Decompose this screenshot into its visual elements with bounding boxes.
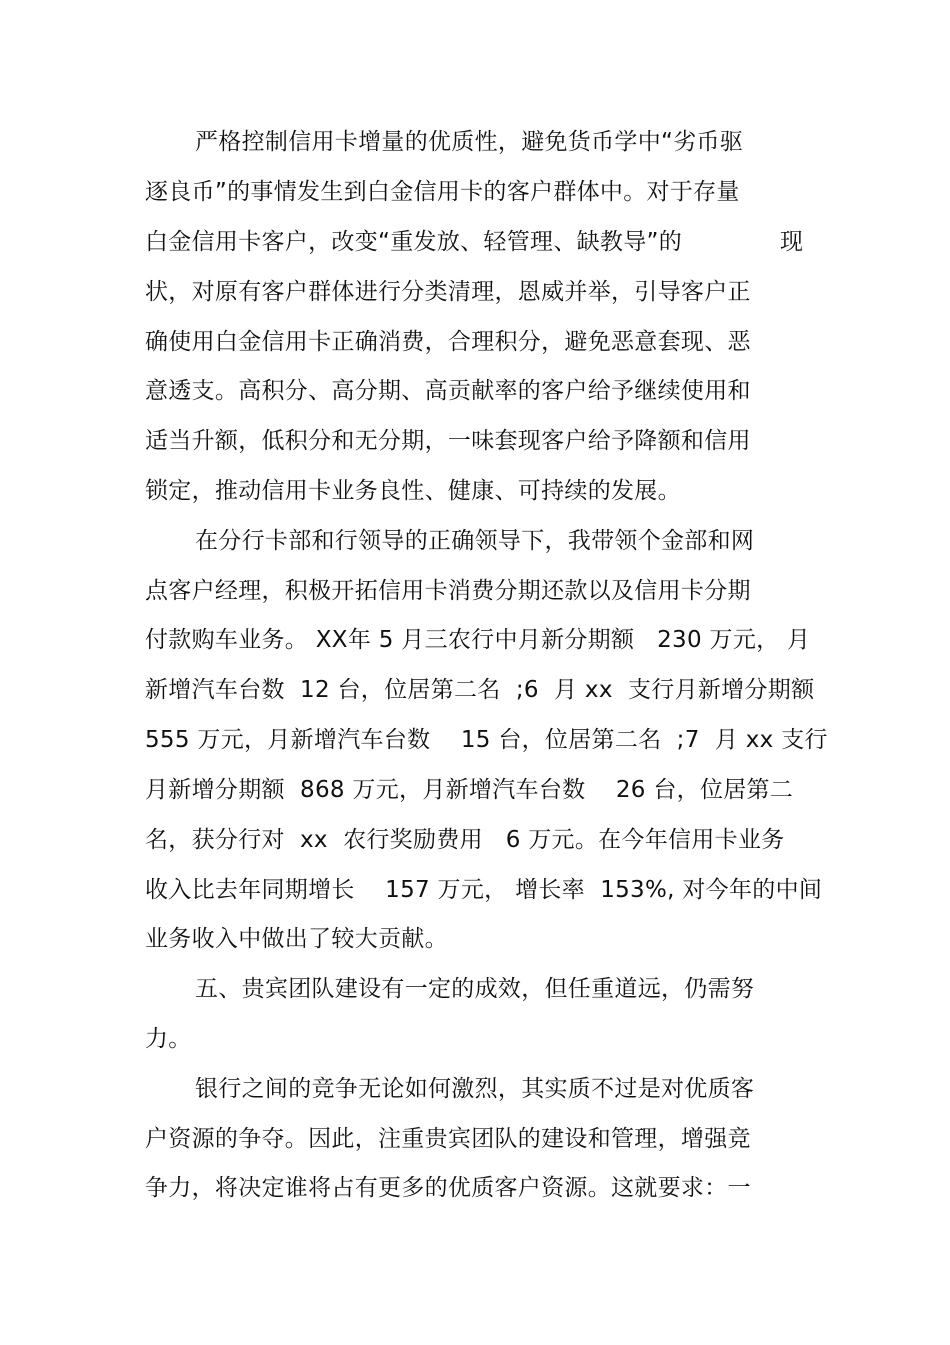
text-line: 意透支。高积分、高分期、高贡献率的客户给予继续使用和 xyxy=(145,378,751,404)
text-line: 适当升额，低积分和无分期，一味套现客户给予降额和信用 xyxy=(145,428,751,454)
text-line: 名，获分行对 xx 农行奖励费用 6 万元。在今年信用卡业务 xyxy=(145,827,785,853)
text-line: 争力，将决定谁将占有更多的优质客户资源。这就要求：一 xyxy=(145,1175,751,1201)
text-line: 银行之间的竞争无论如何激烈，其实质不过是对优质客 xyxy=(195,1076,755,1102)
text-line: 付款购车业务。 XX年 5 月三农行中月新分期额 230 万元， 月 xyxy=(145,627,811,653)
text-line: 户资源的争夺。因此，注重贵宾团队的建设和管理，增强竞 xyxy=(145,1126,751,1152)
text-line-tail: 现 xyxy=(780,229,803,255)
text-line: 锁定，推动信用卡业务良性、健康、可持续的发展。 xyxy=(145,478,681,504)
text-line: 力。 xyxy=(145,1026,192,1052)
text-line: 收入比去年同期增长 157 万元， 增长率 153%, 对今年的中间 xyxy=(145,877,823,903)
text-line: 确使用白金信用卡正确消费，合理积分，避免恶意套现、恶 xyxy=(145,329,751,355)
text-line: 严格控制信用卡增量的优质性，避免货币学中“劣币驱 xyxy=(195,129,744,155)
text-line: 新增汽车台数 12 台，位居第二名 ;6 月 xx 支行月新增分期额 xyxy=(145,677,815,703)
text-line: 555 万元，月新增汽车台数 15 台，位居第二名 ;7 月 xx 支行 xyxy=(145,727,828,753)
text-line: 在分行卡部和行领导的正确领导下，我带领个金部和网 xyxy=(195,528,755,554)
text-line: 业务收入中做出了较大贡献。 xyxy=(145,926,448,952)
text-line: 点客户经理，积极开拓信用卡消费分期还款以及信用卡分期 xyxy=(145,578,751,604)
text-line: 逐良币”的事情发生到白金信用卡的客户群体中。对于存量 xyxy=(145,179,740,205)
text-line: 月新增分期额 868 万元，月新增汽车台数 26 台，位居第二 xyxy=(145,777,794,803)
text-line: 状，对原有客户群体进行分类清理，恩威并举，引导客户正 xyxy=(145,279,751,305)
text-line: 白金信用卡客户，改变“重发放、轻管理、缺教导”的 xyxy=(145,229,683,255)
section-heading: 五、贵宾团队建设有一定的成效，但任重道远，仍需努 xyxy=(195,976,755,1002)
